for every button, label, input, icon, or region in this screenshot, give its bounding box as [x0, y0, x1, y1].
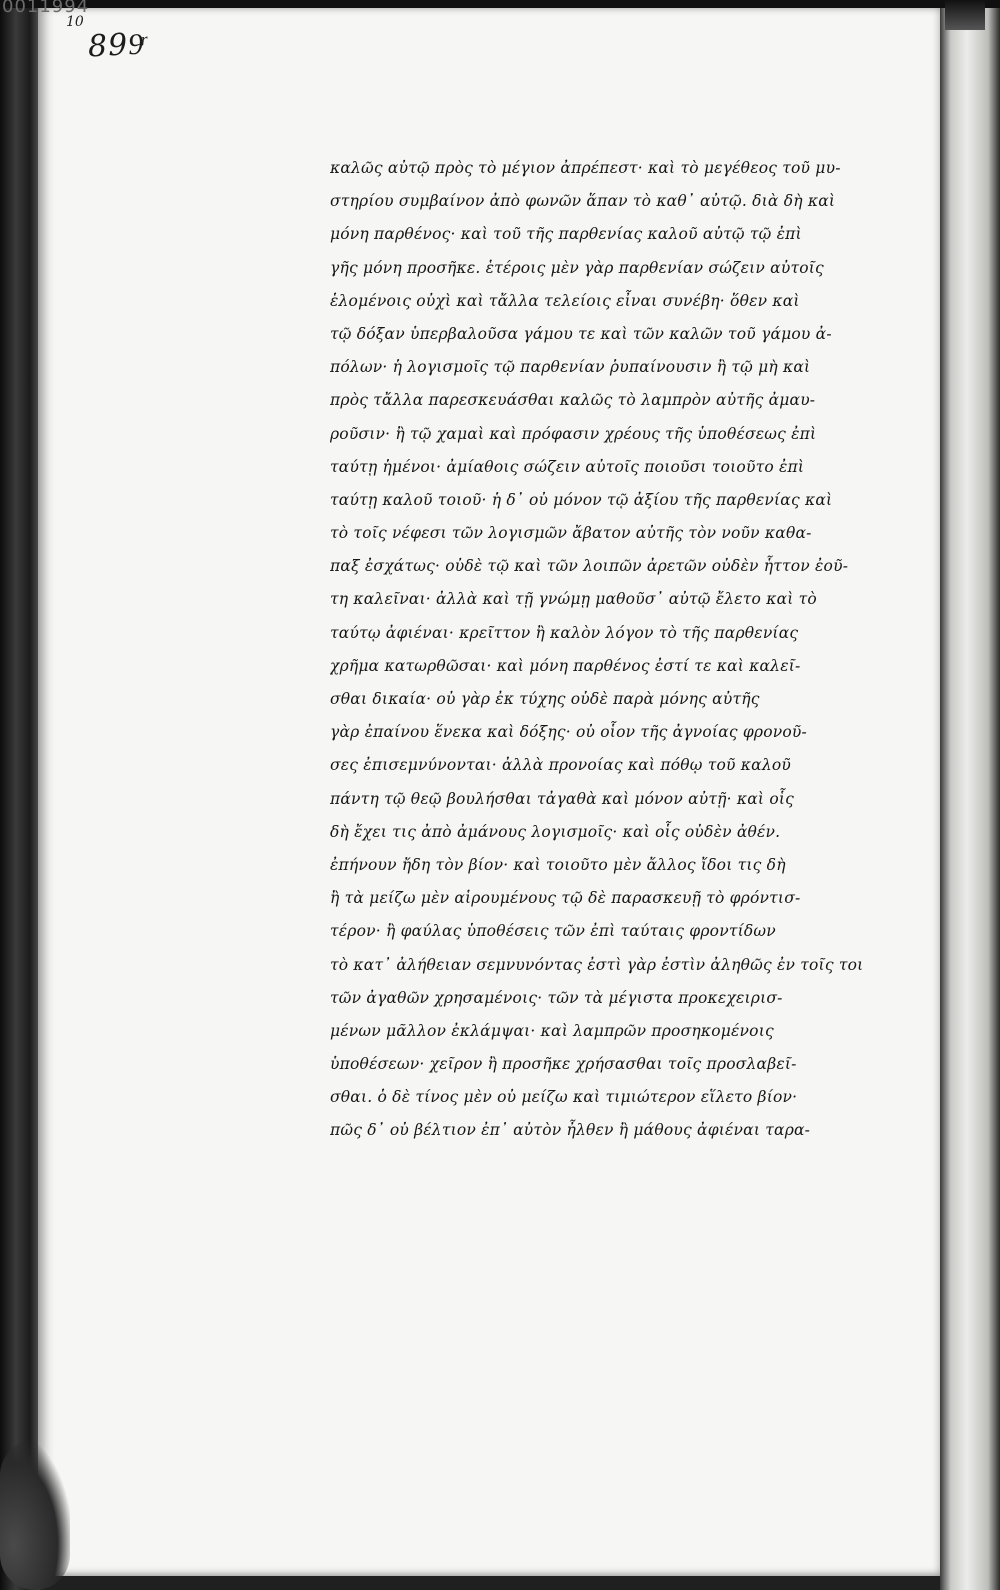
manuscript-line: πόλων· ἡ λογισμοῖς τῷ παρθενίαν ῥυπαίνουσιν ἢ τῷ μὴ καὶ [330, 358, 811, 377]
manuscript-line: τὸ τοῖς νέφεσι τῶν λογισμῶν ἄβατον αὐτῆς τὸν νοῦν καθα- [330, 524, 812, 543]
manuscript-line: σθαι. ὁ δὲ τίνος μὲν οὐ μείζω καὶ τιμιώτερον εἵλετο βίον· [330, 1088, 798, 1107]
manuscript-line: ὑποθέσεων· χεῖρον ἢ προσῆκε χρήσασθαι τοῖς προσλαβεῖ- [330, 1055, 797, 1074]
folio-mark: 10 [66, 14, 84, 30]
manuscript-line: ταύτῳ ἀφιέναι· κρεῖττον ἢ καλὸν λόγον τὸ τῆς παρθενίας [330, 623, 799, 642]
manuscript-line: μόνη παρθένος· καὶ τοῦ τῆς παρθενίας καλοῦ αὐτῷ τῷ ἐπὶ [330, 225, 802, 244]
manuscript-line: γὰρ ἐπαίνου ἕνεκα καὶ δόξης· οὐ οἷον τῆς ἀγνοίας φρονοῦ- [330, 723, 807, 742]
manuscript-line: σθαι δικαία· οὐ γὰρ ἐκ τύχης οὐδὲ παρὰ μόνης αὐτῆς [330, 690, 760, 708]
manuscript-line: δὴ ἔχει τις ἀπὸ ἀμάνους λογισμοῖς· καὶ οἷς οὐδὲν ἀθέν. [330, 822, 781, 841]
manuscript-line: τῷ δόξαν ὑπερβαλοῦσα γάμου τε καὶ τῶν καλῶν τοῦ γάμου ἀ- [330, 324, 832, 343]
manuscript-line: ἢ τὰ μείζω μὲν αἱρουμένους τῷ δὲ παρασκευῇ τὸ φρόντισ- [330, 889, 801, 908]
manuscript-line: ταύτῃ ἡμένοι· ἀμίαθοις σώζειν αὐτοῖς ποιοῦσι τοιοῦτο ἐπὶ [330, 457, 805, 476]
manuscript-line: ροῦσιν· ἢ τῷ χαμαὶ καὶ πρόφασιν χρέους τῆς ὑποθέσεως ἐπὶ [330, 424, 817, 443]
thumb-shadow [0, 1440, 70, 1590]
manuscript-line: τὸ κατ᾽ ἀλήθειαν σεμνυνόντας ἐστὶ γὰρ ἐστὶν ἀληθῶς ἐν τοῖς τοι [330, 955, 864, 974]
manuscript-line: σες ἐπισεμνύνονται· ἀλλὰ προνοίας καὶ πόθῳ τοῦ καλοῦ [330, 756, 792, 775]
manuscript-line: πάντη τῷ θεῷ βουλήσθαι τἀγαθὰ καὶ μόνον αὐτῇ· καὶ οἷς [330, 789, 795, 808]
manuscript-line: τέρον· ἢ φαύλας ὑποθέσεις τῶν ἐπὶ ταύταις φροντίδων [330, 922, 776, 941]
page-fold-corner [945, 0, 985, 30]
folio-number: 899ͬ [87, 26, 146, 65]
manuscript-line: ἐπήνουν ἤδη τὸν βίον· καὶ τοιοῦτο μὲν ἄλλος ἴδοι τις δὴ [330, 855, 786, 874]
manuscript-line: χρῆμα κατωρθῶσαι· καὶ μόνη παρθένος ἐστί τε καὶ καλεῖ- [330, 656, 801, 675]
scan-top-edge [0, 0, 1000, 8]
manuscript-line: μένων μᾶλλον ἐκλάμψαι· καὶ λαμπρῶν προσηκομένοις [330, 1021, 774, 1040]
manuscript-line: ἑλομένοις οὐχὶ καὶ τἄλλα τελείοις εἶναι συνέβη· ὅθεν καὶ [330, 291, 800, 310]
book-binding-left [0, 0, 40, 1590]
manuscript-line: παξ ἐσχάτως· οὐδὲ τῷ καὶ τῶν λοιπῶν ἀρετῶν οὐδὲν ἧττον ἐοῦ- [330, 557, 849, 576]
manuscript-line: τη καλεῖναι· ἀλλὰ καὶ τῇ γνώμῃ μαθοῦσ᾽ αὐτῷ ἔλετο καὶ τὸ [330, 590, 817, 609]
archive-stamp: 0011994 [2, 0, 90, 17]
manuscript-line: τῶν ἀγαθῶν χρησαμένοις· τῶν τὰ μέγιστα προκεχειρισ- [330, 988, 783, 1007]
manuscript-line: γῆς μόνη προσῆκε. ἑτέροις μὲν γὰρ παρθενίαν σώζειν αὐτοῖς [330, 258, 824, 277]
manuscript-line: πῶς δ᾽ οὐ βέλτιον ἐπ᾽ αὐτὸν ἦλθεν ἢ μάθους ἀφιέναι ταρα- [330, 1121, 811, 1140]
manuscript-line: καλῶς αὐτῷ πρὸς τὸ μέγιον ἀπρέπεστ· καὶ τὸ μεγέθεος τοῦ μυ- [330, 159, 841, 177]
manuscript-line: στηρίου συμβαίνον ἀπὸ φωνῶν ἅπαν τὸ καθ᾽ αὐτῷ. διὰ δὴ καὶ [330, 192, 836, 211]
manuscript-text-block [330, 152, 875, 1148]
manuscript-line: πρὸς τἄλλα παρεσκευάσθαι καλῶς τὸ λαμπρὸν αὐτῆς ἀμαυ- [330, 391, 816, 410]
manuscript-line: ταύτῃ καλοῦ τοιοῦ· ἡ δ᾽ οὐ μόνον τῷ ἀξίου τῆς παρθενίας καὶ [330, 490, 833, 509]
facing-page-edge [940, 0, 1000, 1590]
